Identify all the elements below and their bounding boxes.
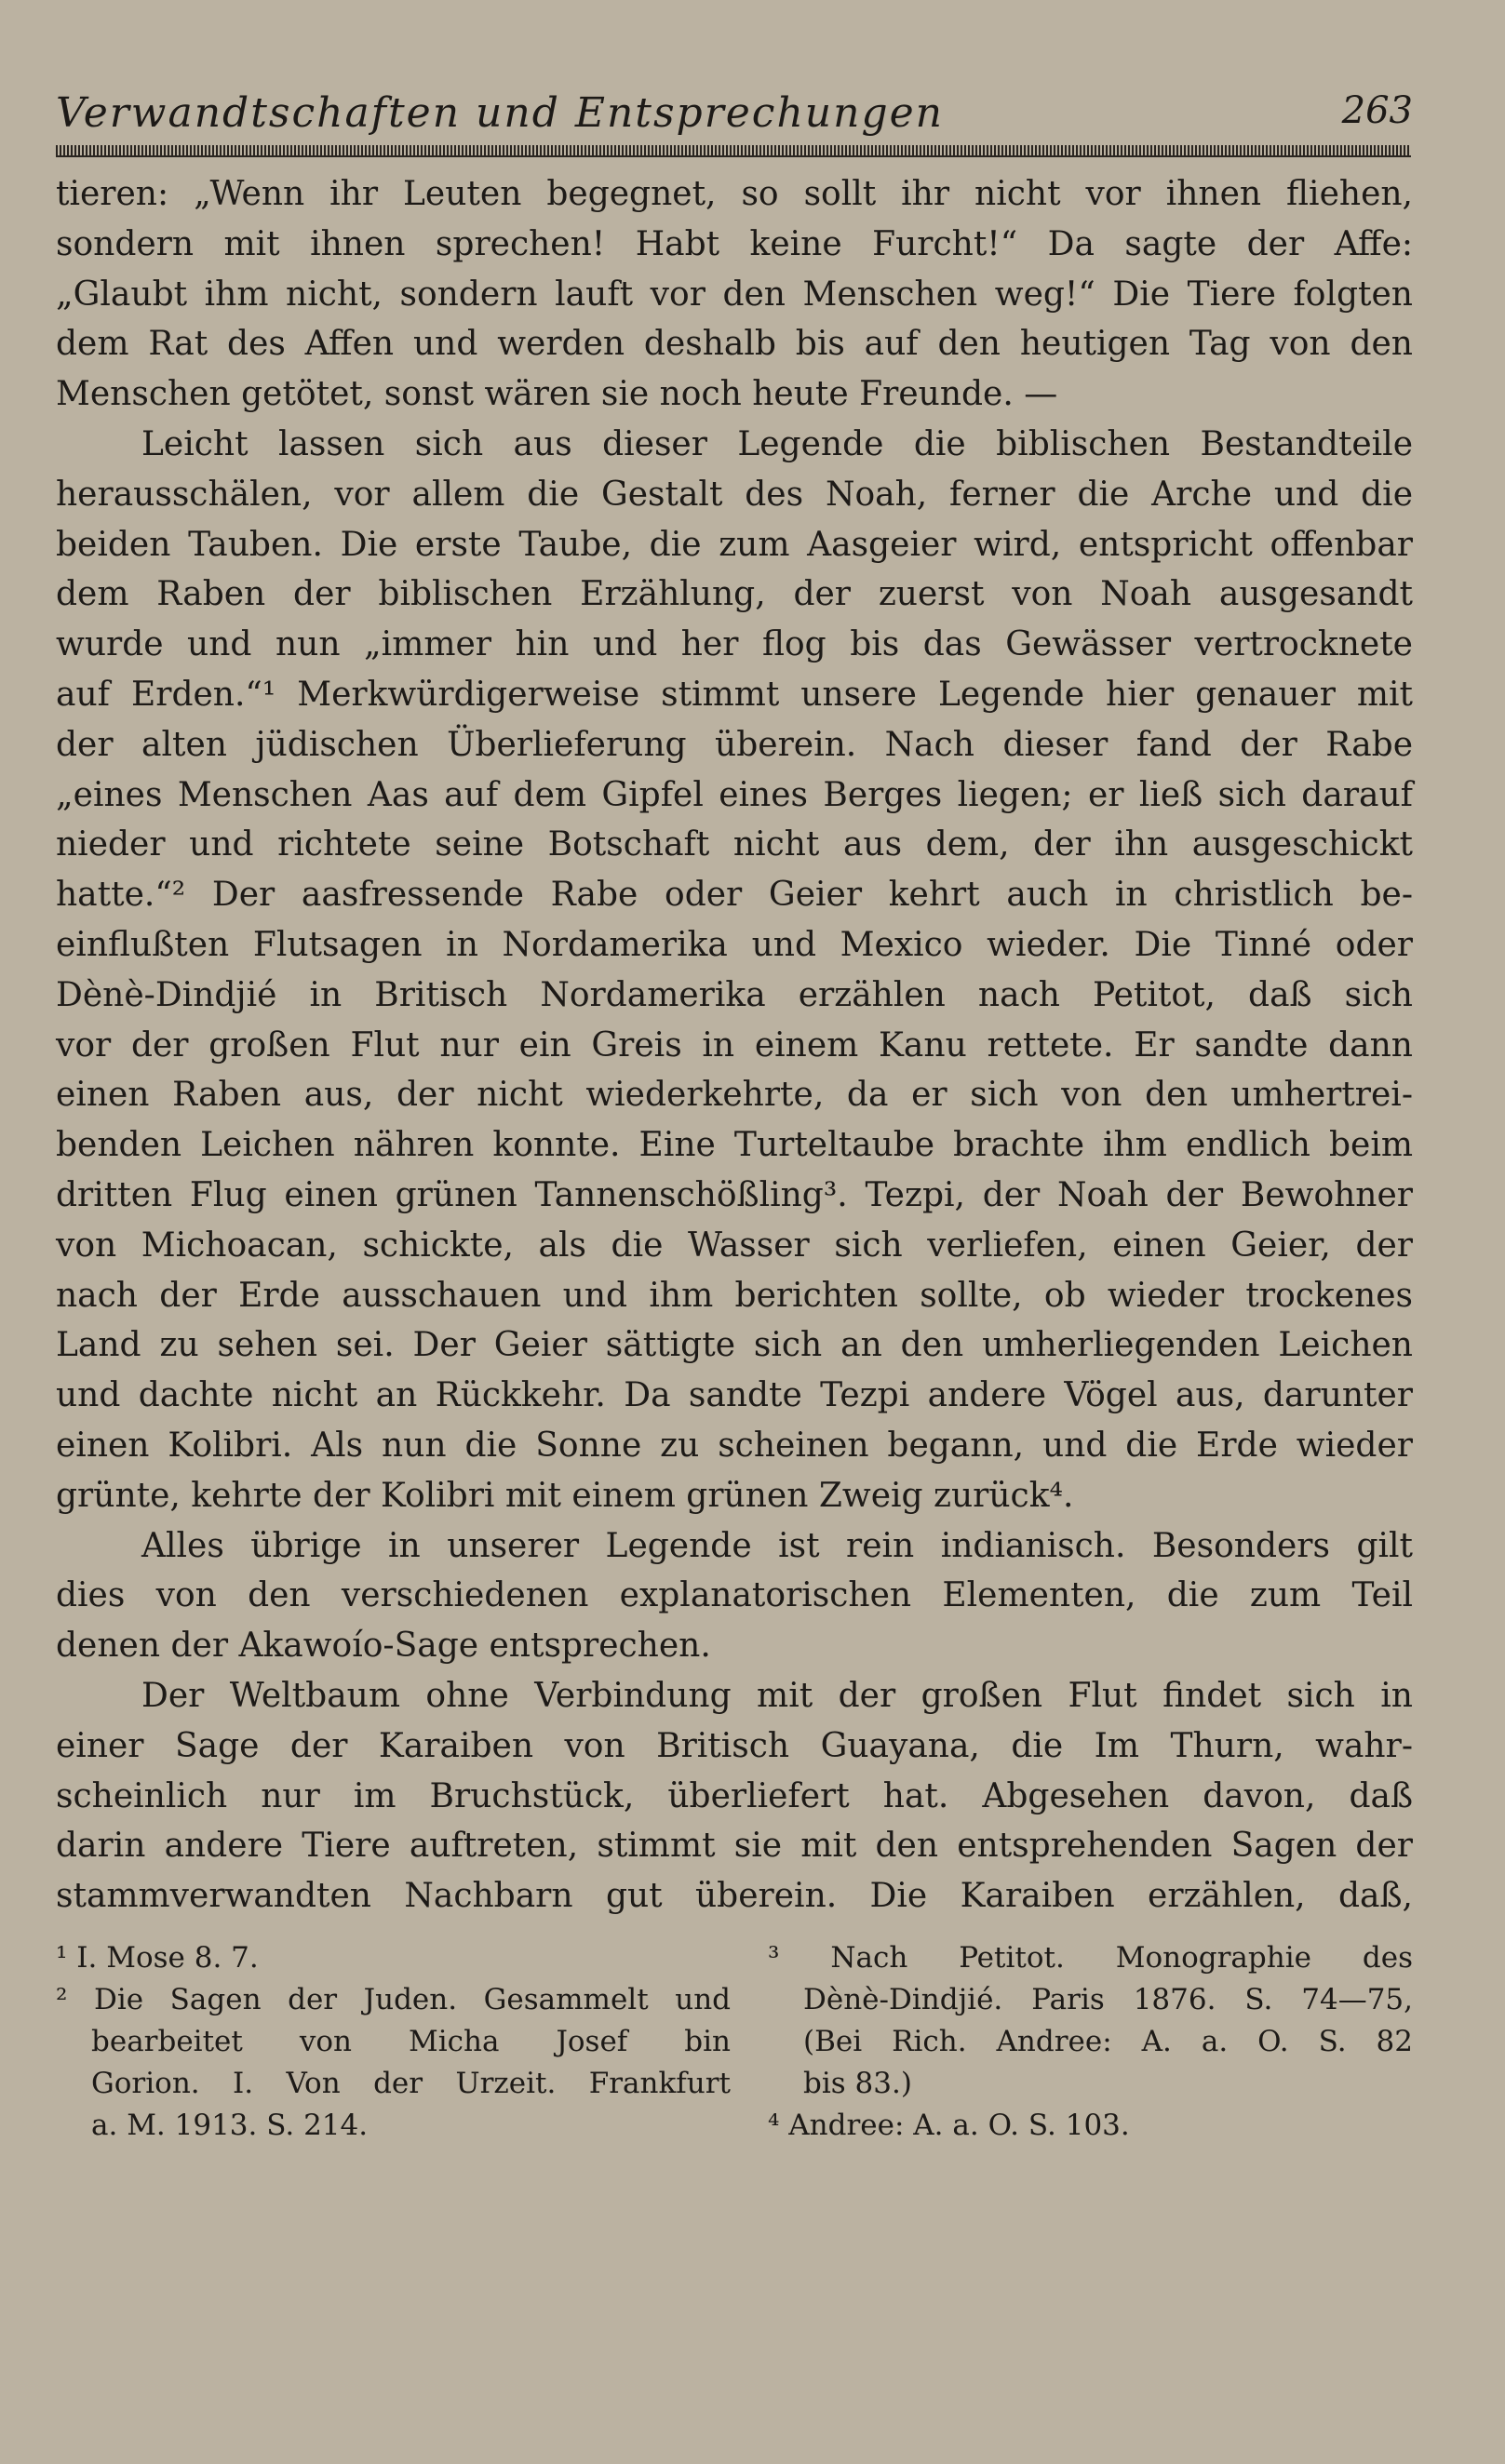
running-header — [56, 89, 1413, 145]
text-line: scheinlich nur im Bruchstück, überliefert hat. Abgesehen davon, daß — [56, 1776, 1413, 1815]
footnote-line: Gorion. I. Von der Urzeit. Frankfurt — [91, 2067, 731, 2100]
page-number: 263 — [1341, 89, 1413, 132]
running-title: Verwandtschaften und Entsprechungen — [56, 89, 944, 137]
text-line: denen der Akawoío-Sage entsprechen. — [56, 1627, 711, 1666]
text-line: einer Sage der Karaiben von Britisch Guayana, die Im Thurn, wahr- — [56, 1726, 1413, 1765]
footnotes — [56, 1937, 1413, 2161]
text-line: wurde und nun „immer hin und her flog bis das Gewässer vertrocknete — [56, 625, 1413, 664]
text-line: dritten Flug einen grünen Tannenschößling³. Tezpi, der Noah der Bewohner — [56, 1175, 1413, 1214]
footnote-line: ⁴ Andree: A. a. O. S. 103. — [768, 2109, 1130, 2142]
footnote-line: bearbeitet von Micha Josef bin — [91, 2025, 731, 2058]
text-line: auf Erden.“¹ Merkwürdigerweise stimmt unsere Legende hier genauer mit — [56, 675, 1413, 714]
footnote-line: ³ Nach Petitot. Monographie des — [768, 1941, 1413, 1975]
footnotes-right-column — [768, 1937, 1413, 2147]
text-line: beiden Tauben. Die erste Taube, die zum Aasgeier wird, entspricht offenbar — [56, 525, 1413, 564]
text-line: dem Rat des Affen und werden deshalb bis auf den heutigen Tag von den — [56, 325, 1413, 364]
header-rule — [56, 145, 1411, 157]
footnote-line: a. M. 1913. S. 214. — [91, 2109, 369, 2142]
footnote-line: (Bei Rich. Andree: A. a. O. S. 82 — [803, 2025, 1413, 2058]
text-line: Dènè-Dindjié in Britisch Nordamerika erzählen nach Petitot, daß sich — [56, 975, 1413, 1014]
text-line: einen Kolibri. Als nun die Sonne zu scheinen begann, und die Erde wieder — [56, 1426, 1413, 1465]
text-line: „Glaubt ihm nicht, sondern lauft vor den Menschen weg!“ Die Tiere folgten — [56, 275, 1413, 314]
text-line: Leicht lassen sich aus dieser Legende die biblischen Bestandteile — [141, 424, 1413, 463]
text-line: „eines Menschen Aas auf dem Gipfel eines Berges liegen; er ließ sich darauf — [56, 775, 1413, 814]
text-line: von Michoacan, schickte, als die Wasser sich verliefen, einen Geier, der — [56, 1225, 1413, 1265]
footnotes-left-column — [56, 1937, 731, 2147]
text-line: Land zu sehen sei. Der Geier sättigte sich an den umherliegenden Leichen — [56, 1326, 1413, 1365]
text-line: einflußten Flutsagen in Nordamerika und Mexico wieder. Die Tinné oder — [56, 925, 1413, 964]
text-line: tieren: „Wenn ihr Leuten begegnet, so sollt ihr nicht vor ihnen fliehen, — [56, 175, 1413, 213]
text-line: vor der großen Flut nur ein Greis in einem Kanu rettete. Er sandte dann — [56, 1025, 1413, 1065]
body-text — [56, 169, 1413, 1922]
text-line: Der Weltbaum ohne Verbindung mit der großen Flut findet sich in — [141, 1676, 1413, 1715]
text-line: dies von den verschiedenen explanatorischen Elementen, die zum Teil — [56, 1576, 1413, 1615]
text-line: benden Leichen nähren konnte. Eine Turteltaube brachte ihm endlich beim — [56, 1126, 1413, 1165]
text-line: der alten jüdischen Überlieferung überein. Nach dieser fand der Rabe — [56, 725, 1413, 764]
text-line: darin andere Tiere auftreten, stimmt sie mit den entsprehenden Sagen der — [56, 1827, 1413, 1866]
footnote-line: ² Die Sagen der Juden. Gesammelt und — [56, 1983, 731, 2016]
text-line: herausschälen, vor allem die Gestalt des Noah, ferner die Arche und die — [56, 475, 1413, 514]
text-line: grünte, kehrte der Kolibri mit einem grünen Zweig zurück⁴. — [56, 1476, 1074, 1515]
text-line: Alles übrige in unserer Legende ist rein indianisch. Besonders gilt — [141, 1526, 1413, 1565]
text-line: einen Raben aus, der nicht wiederkehrte, da er sich von den umhertrei- — [56, 1076, 1413, 1115]
text-line: dem Raben der biblischen Erzählung, der zuerst von Noah ausgesandt — [56, 575, 1413, 614]
text-line: hatte.“² Der aasfressende Rabe oder Geier kehrt auch in christlich be- — [56, 876, 1413, 915]
footnote-line: ¹ I. Mose 8. 7. — [56, 1941, 259, 1975]
footnote-line: bis 83.) — [803, 2067, 912, 2100]
text-line: sondern mit ihnen sprechen! Habt keine Furcht!“ Da sagte der Affe: — [56, 224, 1413, 263]
text-line: stammverwandten Nachbarn gut überein. Die Karaiben erzählen, daß, — [56, 1877, 1413, 1916]
text-line: Menschen getötet, sonst wären sie noch heute Freunde. — — [56, 375, 1058, 414]
text-line: nach der Erde ausschauen und ihm berichten sollte, ob wieder trockenes — [56, 1276, 1413, 1315]
text-line: und dachte nicht an Rückkehr. Da sandte Tezpi andere Vögel aus, darunter — [56, 1376, 1413, 1415]
footnote-line: Dènè-Dindjié. Paris 1876. S. 74—75, — [803, 1983, 1413, 2016]
text-line: nieder und richtete seine Botschaft nicht aus dem, der ihn ausgeschickt — [56, 825, 1413, 864]
